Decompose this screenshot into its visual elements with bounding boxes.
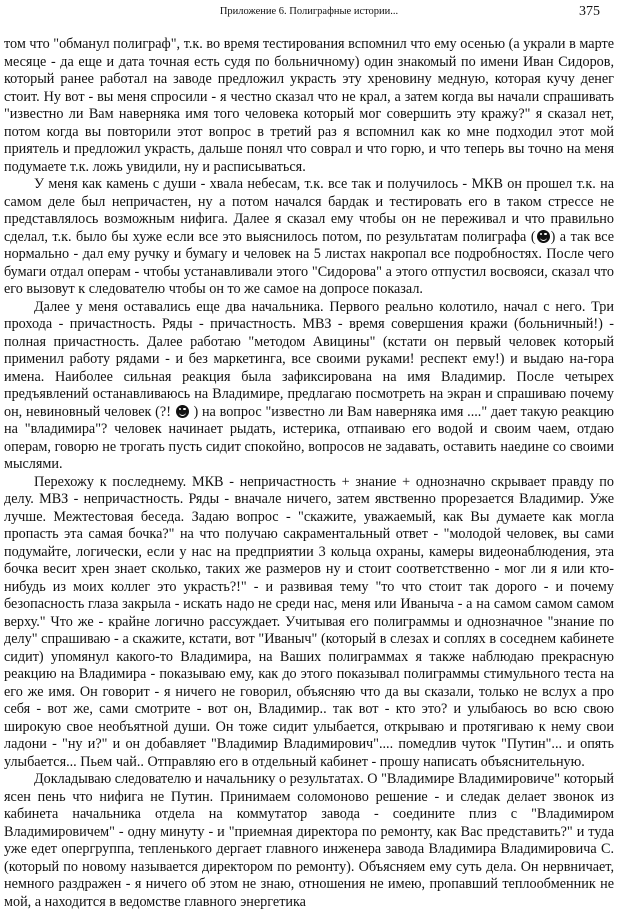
paragraph-3-part-2: ) на вопрос "известно ли Вам наверняка имя ...." дает такую реакцию на "владимира"? человек начинает рыдать, истерика, отпаиваю его водой и своим чаем, отдаю операм, говорю не трогать пусть сидит спокойно, вопросов не задавать, оставить наедине со своими мыслями.: [4, 403, 615, 472]
paragraph-3-part-1: Далее у меня оставались еще два начальника. Первого реально колотило, начал с него. Три прохода - причастность. Ряды - причастность. МВЗ - время совершения кражи (больничный!) - полная причастность. Далее работаю "методом Авицины" (кстати он первый человек который применил работу рядами - и без маркетинга, все своими руками! респект ему!) и выдаю на-гора имена. Наиболее сильная реакция была зафиксирована на имя Владимир. После четырех предъявлений останавливаюсь на Владимире, предлагаю посмотреть на экран и спрашиваю почему он, невиновный человек (?!: [4, 298, 614, 420]
smiley-face-icon: [176, 405, 189, 418]
body-text: [4, 36, 614, 911]
running-title: Приложение 6. Полиграфные истории...: [219, 6, 399, 17]
paragraph-2-part-1: У меня как камень с души - хвала небесам, т.к. все так и получилось - МКВ он прошел т.к. на самом деле был непричастен, ну а потом начался бардак и тестировать его в таком стрессе не представлялось возможным нифига. Далее я сказал ему чтобы он не переживал и что правильно сделал, т.к. было бы хуже если все это выяснилось потом, по результатам полиграфа (: [4, 176, 614, 245]
smiley-face-icon: [537, 230, 550, 243]
paragraph-3: [4, 299, 614, 474]
paragraph-2-part-2: ) а так все нормально - дал ему ручку и бумагу и человек на 5 листах накропал все подробностях. После чего бумаги отдал операм - чтобы устанавливали этого "Сидорова" а этого отпустил восвояси, сказал что его вызовут к следователю чтобы он то же самое на допросе показал.: [4, 228, 614, 297]
paragraph-4: Перехожу к последнему. МКВ - непричастность + знание + однозначно скрывает правду по делу. МВЗ - непричастность. Ряды - вначале ничего, затем явственно прорезается Владимир. Уже лучше. Межтестовая беседа. Задаю вопрос - "скажите, уважаемый, как Вы думаете как могла пропасть эта самая бочка?" на что получаю сакраментальный ответ - "молодой человек, вы сами подумайте, логически, если у нас на предприятии 3 кольца охраны, камеры видеонаблюдения, эта бочка весит хрен знает сколько, таких же размеров ну и стоит соответственно - мог ли я или кто-нибудь из моих коллег это украсть?!" - и развивая тему "то что стоит так дорого - и почему безопасность глаза закрыла - искать надо не среди нас, меня или Иваныча - а на самом самом самом верху." Что же - крайне логично рассуждает. Учитывая его полиграммы и однозначное "знание по делу" спрашиваю - а скажите, кстати, вот "Иваныч" (который в слезах и соплях в соседнем кабинете сидит) упомянул какого-то Владимира, на Ваших полиграммах я также наблюдаю прекрасную реакцию на Владимира - показываю ему, как до этого показывал полиграммы стимульного теста на его же имя. Он говорит - я ничего не говорил, объясняю что да вы сказали, только не вслух а про себя - вот же, сами смотрите - вот он, Владимир.. так вот - кто это? и улыбаюсь во всю свою широкую свое необъятной души. Он тоже сидит улыбается, открываю и протягиваю к нему свои ладони - "ну и?" и он добавляет "Владимир Владимирович".... помедлив чуток "Путин"... и опять улыбается... Пьем чай.. Отправляю его в отдельный кабинет - прошу написать объяснительную.: [4, 473, 614, 770]
page-number: 375: [579, 4, 600, 19]
paragraph-1: том что "обманул полиграф", т.к. во время тестирования вспомнил что ему осенью (а украли в марте месяце - да еще и дата точная есть судя по больничному) один знакомый по имени Иван Сидоров, который ранее работал на заводе предложил украсть эту хреновину медную, которая кучу денег стоит. Ну вот - вы меня спросили - я честно сказал что не крал, а затем когда вы начали спрашивать "известно ли Вам наверняка имя того человека который мог совершить эту кражу?" я сказал нет, потом когда вы повторили этот вопрос в третий раз я вспомнил как ко мне подходил этот мой приятель и предложил украсть, дальше понял что соврал и что горю, и что теперь вы точно на меня подумаете т.к. ложь увидили, ну и расписываться.: [4, 36, 614, 175]
paragraph-2: [4, 176, 614, 299]
page-header: [4, 0, 614, 22]
paragraph-5: Докладываю следователю и начальнику о результатах. О "Владимире Владимировиче" который ясен пень что нифига не Путин. Принимаем соломоново решение - и следак делает звонок из кабинета начальника отдела на коммутатор завода - соедините плиз с "Владимиром Владимировичем" - одну минуту - и "приемная директора по ремонту, как Вас представить?" и туда уже едет опергруппа, тепленького дергает главного инженера завода Владимира Владимировича С. (который по новому называется директором по ремонту). Объясняем ему суть дела. Он нервничает, немного раздражен - я ничего об этом не знаю, отношения не имею, пропавший теплообменник не мой, а находится в ведомстве главного энергетика: [4, 771, 614, 910]
